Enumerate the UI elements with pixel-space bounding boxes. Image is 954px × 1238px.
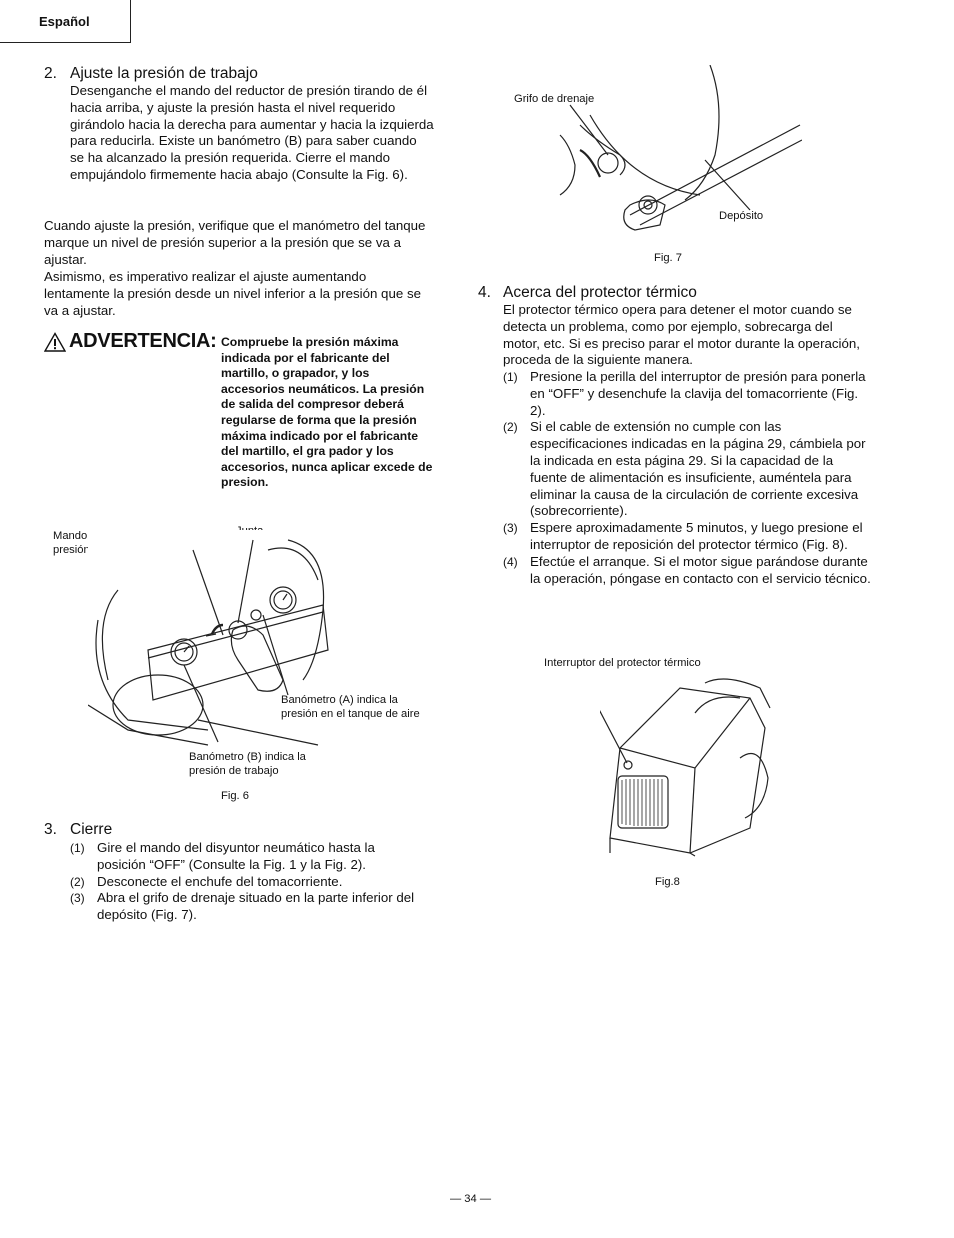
list-item: (1) Gire el mando del disyuntor neumático hasta la posición “OFF” (Consulte la Fig. 1 y la Fig. 2). <box>70 840 375 872</box>
fig6-label-gauge-b: Banómetro (B) indica la presión de trabajo <box>189 751 306 777</box>
fig8-caption: Fig.8 <box>655 876 680 888</box>
fig7-label-tank: Depósito <box>719 210 764 222</box>
fig7-label-drain: Grifo de drenaje <box>514 93 595 105</box>
fig8-illustration <box>600 668 780 858</box>
list-item: (3) Espere aproximadamente 5 minutos, y luego presione el interruptor de reposición del protector térmico (Fig. 8). <box>503 520 863 552</box>
page-number: — 34 — <box>450 1193 492 1205</box>
list-item: (3) Abra el grifo de drenaje situado en la parte inferior del depósito (Fig. 7). <box>70 890 415 923</box>
fig6-caption: Fig. 6 <box>221 790 249 802</box>
list-item: (1) Presione la perilla del interruptor de presión para ponerla en “OFF” y desenchufe la clavija del tomacorriente (Fig. 2). <box>503 369 866 418</box>
warning-body: Compruebe la presión máxima indicada por el fabricante del martillo, o grapador, y los accesorios neumáticos. La presión de salida del compresor deberá regularse de forma que la presión máxima indicado por el fabricante del martillo, el gra pador y los accesorios, nunca aplicar excede de presion. <box>221 335 433 490</box>
language-tab <box>0 0 131 43</box>
section2-number: 2. <box>44 65 57 82</box>
section4-body: El protector térmico opera para detener el motor cuando se detecta un problema, como por ejemplo, sobrecarga del motor, etc. Si es preciso parar el motor durante la operación, proceda de la siguiente manera. <box>503 302 860 368</box>
fig7-illustration <box>550 65 802 237</box>
section3-list <box>70 840 420 924</box>
section2-title: Ajuste la presión de trabajo <box>70 65 258 82</box>
fig6-label-joint: Junta <box>236 525 264 537</box>
list-item: (2) Desconecte el enchufe del tomacorriente. <box>70 873 343 889</box>
fig6-label-gauge-a: Banómetro (A) indica la presión en el tanque de aire <box>281 694 420 720</box>
language-label: Español <box>39 14 90 29</box>
section4-title: Acerca del protector térmico <box>503 284 697 301</box>
fig6-label-knob: Mando del reductor de presión <box>53 530 165 556</box>
fig8-label-switch: Interruptor del protector térmico <box>544 657 701 669</box>
section3-number: 3. <box>44 821 57 838</box>
section2-para3: Asimismo, es imperativo realizar el ajuste aumentando lentamente la presión desde un nivel inferior a la presión que se va a ajustar. <box>44 269 421 318</box>
section3-title: Cierre <box>70 821 113 838</box>
warning-triangle-icon <box>44 332 66 352</box>
fig7-caption: Fig. 7 <box>654 252 682 264</box>
list-item: (2) Si el cable de extensión no cumple con las especificaciones indicadas en la página 29, cámbiela por la indicada en esta página 29. Si la capacidad de la fuente de alimentación es insuficiente, auméntela para eliminar la causa de la circulación de corriente excesiva (sobrecorriente). <box>503 419 866 519</box>
section2-para2: Cuando ajuste la presión, verifique que el manómetro del tanque marque un nivel de presión superior a la presión que se va a ajustar. <box>44 218 426 267</box>
list-item: (4) Efectúe el arranque. Si el motor sigue parándose durante la operación, póngase en contacto con el servicio técnico. <box>503 553 871 586</box>
section4-number: 4. <box>478 284 491 301</box>
section2-body: Desenganche el mando del reductor de presión tirando de él hacia arriba, y ajuste la presión hasta el nivel requerido girándolo hacia la derecha para aumentar y hacia la izquierda para reducirla. Existe un banómetro (B) para saber cuando se ha alcanzado la presión requerida. Cierre el mando empujándolo firmemente hacia abajo (Consulte la Fig. 6). <box>70 83 434 182</box>
section4-list <box>503 369 873 587</box>
warning-title: ADVERTENCIA: <box>69 330 217 352</box>
